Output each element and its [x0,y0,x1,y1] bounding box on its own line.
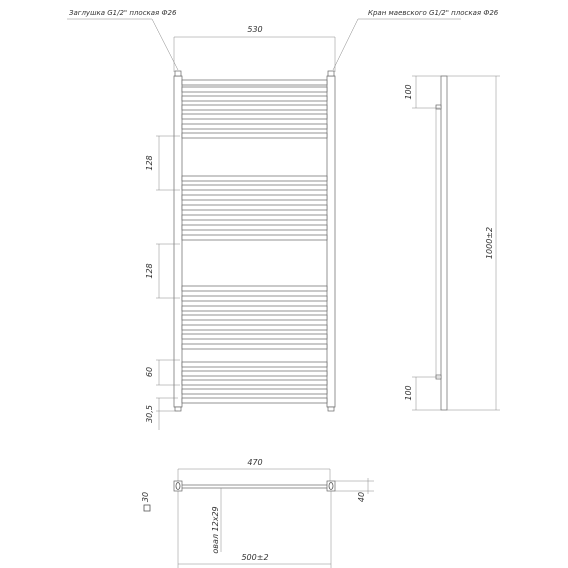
dim-width-top-label: 530 [247,25,263,34]
dim-spacing-lower-label: 60 [145,366,154,378]
side-view [404,76,500,410]
side-top-bracket [436,105,441,109]
square-section-icon [144,505,150,511]
right-collector [327,76,335,407]
rung [182,380,327,385]
rung [182,124,327,129]
rung [182,195,327,200]
rung [182,176,327,181]
rung [182,235,327,240]
rung [182,96,327,101]
rung [182,344,327,349]
rung [182,205,327,210]
right-bottom-plug [328,407,334,411]
left-bottom-plug [175,407,181,411]
dim-total-width-label: 500±2 [241,553,269,562]
bottom-body [180,485,330,488]
left-collector [174,76,182,407]
rung [182,362,327,367]
rung [182,371,327,376]
rung [182,114,327,119]
rung [182,286,327,291]
dim-bottom-offset-label: 30,5 [145,405,154,423]
rung [182,306,327,311]
dim-depth [335,478,374,502]
rung [182,215,327,220]
dim-depth-label: 40 [357,491,366,503]
rung [182,225,327,230]
dim-height-label: 1000±2 [485,226,494,260]
dim-width-top [174,25,335,72]
dim-spacing-middle-label: 128 [145,263,154,279]
dim-total-width [178,491,331,568]
dim-spacing-upper-label: 128 [145,155,154,171]
dim-bottom-side-offset-label: 100 [404,385,413,401]
dim-bottom-offset [145,398,178,430]
oval-label: овал 12x29 [211,506,220,554]
rung [182,80,327,85]
front-view [145,25,335,430]
right-top-plug [328,71,334,76]
callout-right-label: Кран маевского G1/2" плоская Ф26 [368,9,499,17]
dim-inner-width [178,458,330,482]
rung [182,325,327,330]
rung [182,296,327,301]
dim-height [447,76,500,410]
rung [182,389,327,394]
rung [182,334,327,339]
rung [182,398,327,403]
dim-top-offset-label: 100 [404,84,413,100]
rung [182,315,327,320]
rung [182,185,327,190]
left-top-plug [175,71,181,76]
rung [182,105,327,110]
callout-left [67,9,178,70]
bottom-view [141,458,374,568]
rungs-group [182,80,327,403]
dim-bottom-side-offset [404,377,441,410]
callout-left-label: Заглушка G1/2" плоская Ф26 [69,9,177,17]
dim-top-offset [404,76,447,108]
dim-inner-width-label: 470 [247,458,263,467]
rung [182,87,327,92]
side-profile [441,76,447,410]
callout-right [333,9,499,70]
rung [182,133,327,138]
square-size-label: 30 [141,491,150,503]
